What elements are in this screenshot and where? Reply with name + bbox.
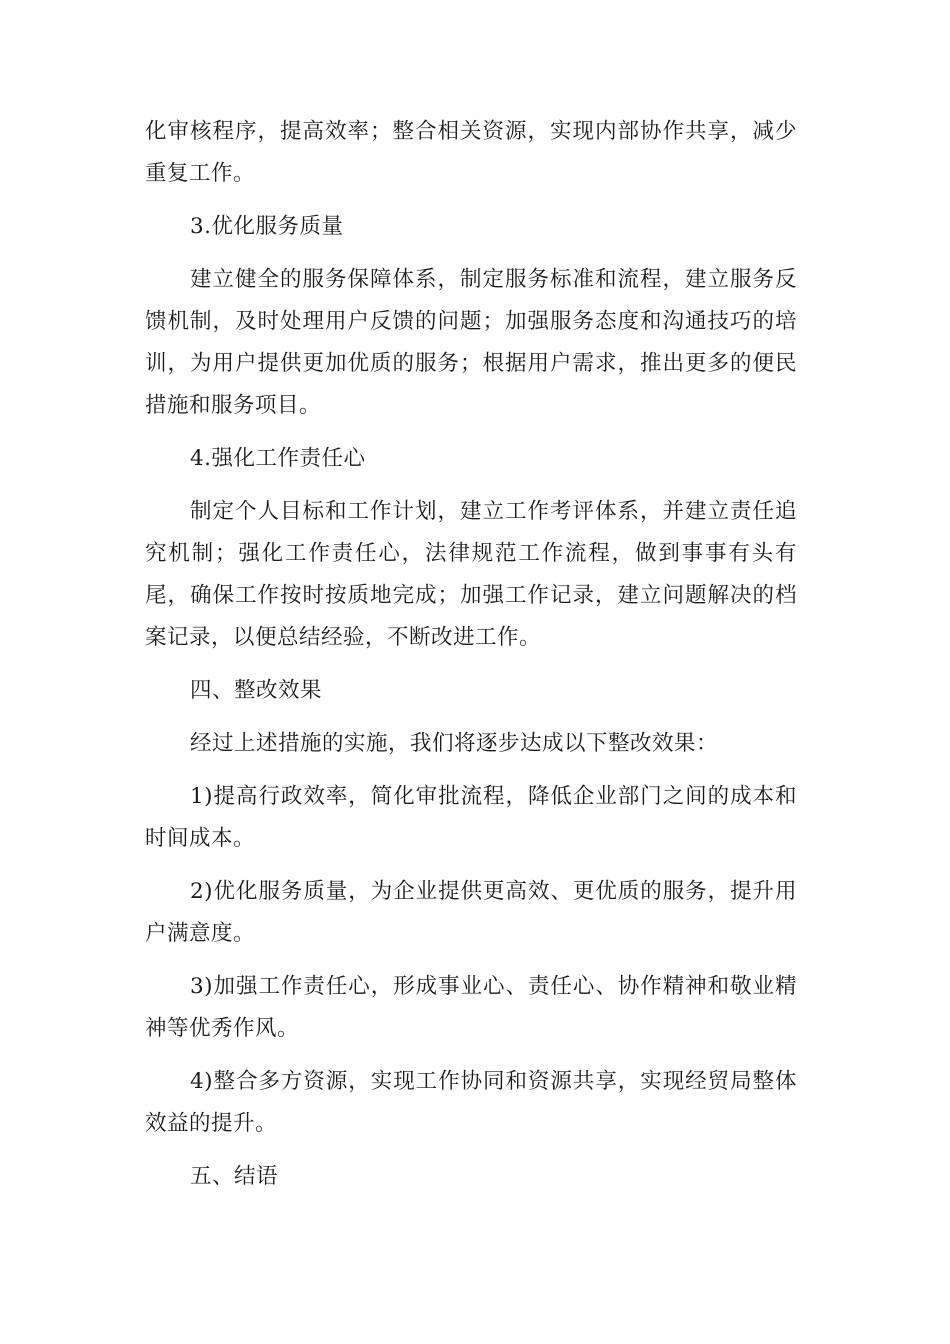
heading-strengthen-responsibility: 4.强化工作责任心 xyxy=(190,446,366,471)
paragraph-service-quality: 建立健全的服务保障体系，制定服务标准和流程，建立服务反馈机制，及时处理用户反馈的问题；加强服务态度和沟通技巧的培训，为用户提供更加优质的服务；根据用户需求，推出更多的便民措施和服务项目。 xyxy=(145,267,797,418)
heading-conclusion: 五、结语 xyxy=(190,1164,279,1189)
list-item-result-2: 2)优化服务质量，为企业提供更高效、更优质的服务，提升用户满意度。 xyxy=(145,879,797,946)
list-item-result-3: 3)加强工作责任心，形成事业心、责任心、协作精神和敬业精神等优秀作风。 xyxy=(145,974,797,1041)
document-body xyxy=(145,111,797,1198)
heading-optimize-service-quality: 3.优化服务质量 xyxy=(190,214,344,239)
paragraph-results-intro: 经过上述措施的实施，我们将逐步达成以下整改效果： xyxy=(190,731,719,756)
paragraph-continuation: 化审核程序，提高效率；整合相关资源，实现内部协作共享，减少重复工作。 xyxy=(145,119,797,186)
paragraph-responsibility: 制定个人目标和工作计划，建立工作考评体系，并建立责任追究机制；强化工作责任心，法律规范工作流程，做到事事有头有尾，确保工作按时按质地完成；加强工作记录，建立问题解决的档案记录，以便总结经验，不断改进工作。 xyxy=(145,499,797,650)
heading-rectification-results: 四、整改效果 xyxy=(190,678,323,703)
list-item-result-4: 4)整合多方资源，实现工作协同和资源共享，实现经贸局整体效益的提升。 xyxy=(145,1069,797,1136)
list-item-result-1: 1)提高行政效率，简化审批流程，降低企业部门之间的成本和时间成本。 xyxy=(145,784,797,851)
